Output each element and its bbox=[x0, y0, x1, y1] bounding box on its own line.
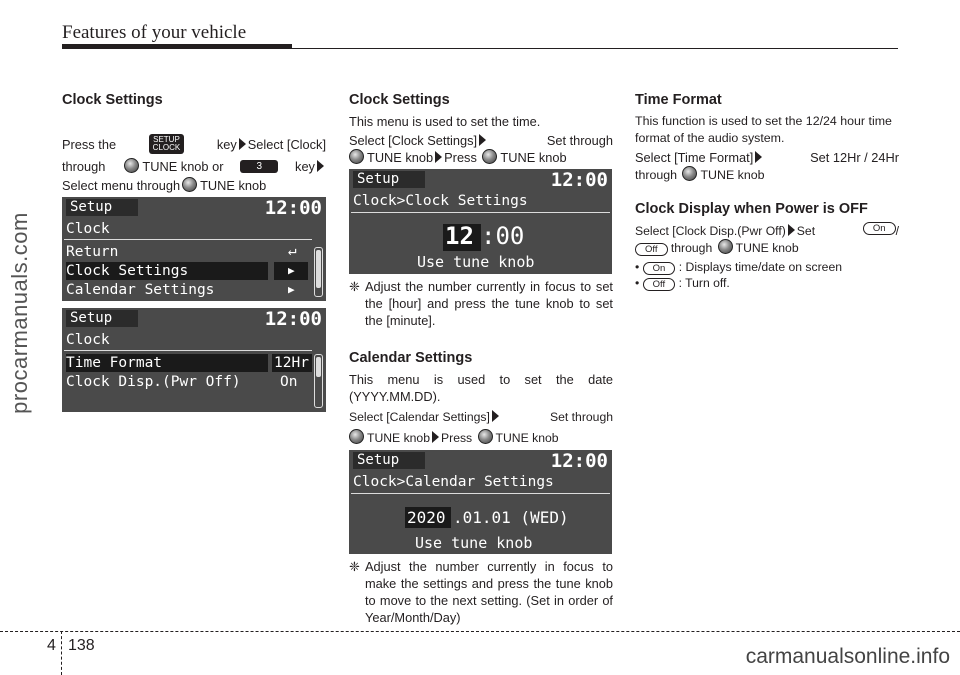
screen-time: 12:00 bbox=[264, 197, 322, 219]
select-text: Select [Clock Disp.(Pwr Off) bbox=[635, 223, 786, 238]
hour-value: 12 bbox=[445, 222, 474, 250]
footer-separator bbox=[61, 631, 62, 675]
screen-clock-settings bbox=[349, 169, 612, 274]
arrow-right-icon: ▶ bbox=[288, 283, 295, 296]
note-1-text: Adjust the number currently in focus to set the [hour] and press the tune knob to set the [minute]. bbox=[365, 279, 613, 328]
tune-or-text: TUNE knob or bbox=[142, 159, 224, 174]
press-text: Press bbox=[444, 150, 477, 165]
tune-knob-icon bbox=[182, 177, 197, 192]
note-icon: ❈ bbox=[349, 279, 360, 294]
calendar-desc: This menu is used to set the date (YYYY.MM.DD). bbox=[349, 372, 613, 404]
off-badge: Off bbox=[643, 278, 676, 291]
bullet: • bbox=[635, 260, 640, 274]
on-description: : Displays time/date on screen bbox=[678, 260, 843, 274]
screen-path: Clock>Clock Settings bbox=[353, 193, 528, 209]
select-text: Select [Time Format] bbox=[635, 150, 754, 165]
menu-row-calendar-settings: Calendar Settings bbox=[66, 282, 215, 298]
tune-knob-icon bbox=[482, 149, 497, 164]
menu-row-clock-settings: Clock Settings bbox=[66, 263, 189, 279]
col2-heading-clock: Clock Settings bbox=[349, 92, 450, 108]
calendar-instructions bbox=[349, 409, 613, 447]
screen-divider bbox=[64, 239, 312, 240]
through-text: through bbox=[635, 168, 678, 182]
screen-divider bbox=[351, 493, 610, 494]
scrollbar bbox=[314, 247, 323, 297]
col3-heading-time-format: Time Format bbox=[635, 92, 722, 108]
menu-row-return: Return bbox=[66, 244, 119, 260]
setup-clock-key-icon: SETUP CLOCK bbox=[149, 134, 185, 154]
arrow-right-icon bbox=[432, 431, 439, 443]
page-number: 138 bbox=[68, 637, 95, 654]
on-badge: On bbox=[863, 222, 896, 235]
side-watermark bbox=[0, 0, 40, 675]
date-value: .01.01 (WED) bbox=[453, 508, 569, 527]
screen-path: Clock>Calendar Settings bbox=[353, 474, 554, 490]
clock-disp-value: On bbox=[280, 374, 298, 390]
clock-display-instructions bbox=[635, 222, 899, 291]
return-icon: ↵ bbox=[288, 243, 297, 259]
col3-heading-clock-display: Clock Display when Power is OFF bbox=[635, 201, 868, 217]
screen-clock-options bbox=[62, 308, 326, 412]
arrow-right-icon bbox=[492, 410, 499, 422]
note-2 bbox=[349, 558, 613, 626]
on-badge: On bbox=[643, 262, 676, 275]
select-text: Select [Clock Settings] bbox=[349, 133, 478, 148]
hint-text: Use tune knob bbox=[417, 253, 535, 271]
key-end-text: key bbox=[295, 159, 315, 174]
menu-row-time-format: Time Format bbox=[66, 355, 163, 371]
select-clock-text: Select [Clock] bbox=[247, 136, 326, 152]
col1-heading: Clock Settings bbox=[62, 92, 163, 108]
col2-heading-calendar: Calendar Settings bbox=[349, 350, 473, 366]
tune-knob-icon bbox=[349, 149, 364, 164]
screen-time: 12:00 bbox=[550, 450, 608, 472]
note-1 bbox=[349, 278, 613, 329]
screen-time: 12:00 bbox=[264, 308, 322, 330]
screen-divider bbox=[64, 350, 312, 351]
menu-row-clock: Clock bbox=[66, 332, 110, 348]
time-format-value: 12Hr bbox=[274, 355, 309, 371]
arrow-right-icon: ▶ bbox=[288, 264, 295, 277]
minute-value: :00 bbox=[481, 222, 525, 250]
tune-knob-text: TUNE knob bbox=[700, 168, 765, 182]
tune-knob-icon bbox=[349, 429, 364, 444]
hint-text: Use tune knob bbox=[415, 534, 533, 552]
through-text: through bbox=[62, 159, 106, 174]
tune-knob-text: TUNE knob bbox=[495, 431, 559, 445]
arrow-right-icon bbox=[239, 138, 246, 150]
clock-settings-desc: This menu is used to set the time. bbox=[349, 114, 541, 129]
col2-intro bbox=[349, 113, 613, 166]
time-format-instructions bbox=[635, 149, 899, 184]
arrow-right-icon bbox=[479, 134, 486, 146]
bottom-watermark: carmanualsonline.info bbox=[745, 645, 950, 668]
section-title: Features of your vehicle bbox=[62, 22, 247, 43]
screen-divider bbox=[351, 212, 610, 213]
tune-knob-icon bbox=[478, 429, 493, 444]
screen-title: Setup bbox=[66, 310, 138, 327]
tune-knob-text: TUNE knob bbox=[735, 241, 799, 255]
note-2-text: Adjust the number currently in focus to make the settings and press the tune knob to move to the next setting. (Set in order of Year/Month/Day) bbox=[365, 559, 613, 625]
header-rule bbox=[62, 48, 898, 49]
scrollbar bbox=[314, 354, 323, 408]
bullet: • bbox=[635, 276, 640, 290]
screen-title: Setup bbox=[353, 171, 425, 188]
year-value: 2020 bbox=[407, 508, 446, 527]
select-menu-text: Select menu through bbox=[62, 178, 181, 193]
set-through-text: Set through bbox=[546, 133, 613, 148]
press-text: Press bbox=[441, 431, 473, 445]
tune-knob-text: TUNE knob bbox=[500, 150, 567, 165]
tune-knob-text: TUNE knob bbox=[367, 150, 434, 165]
side-watermark-text: procarmanuals.com bbox=[7, 212, 32, 414]
menu-row-clock: Clock bbox=[66, 221, 110, 237]
set-through-text: Set through bbox=[549, 410, 613, 424]
off-description: : Turn off. bbox=[678, 276, 730, 290]
screen-title: Setup bbox=[66, 199, 138, 216]
set-text: Set 12Hr / 24Hr bbox=[810, 150, 899, 165]
screen-title: Setup bbox=[353, 452, 425, 469]
tune-knob-icon bbox=[124, 158, 139, 173]
tune-knob-text: TUNE knob bbox=[200, 178, 267, 193]
tune-knob-text: TUNE knob bbox=[367, 431, 430, 445]
slash-text: / bbox=[895, 224, 899, 238]
note-icon: ❈ bbox=[349, 559, 360, 574]
tune-knob-icon bbox=[718, 239, 733, 254]
chapter-number: 4 bbox=[47, 637, 56, 654]
arrow-right-icon bbox=[788, 224, 795, 236]
menu-row-clock-disp: Clock Disp.(Pwr Off) bbox=[66, 374, 241, 390]
arrow-right-icon bbox=[317, 160, 324, 172]
footer-rule bbox=[0, 631, 960, 632]
select-text: Select [Calendar Settings] bbox=[349, 410, 490, 424]
screen-calendar-settings bbox=[349, 450, 612, 554]
off-badge: Off bbox=[635, 243, 668, 256]
tune-knob-icon bbox=[682, 166, 697, 181]
arrow-right-icon bbox=[755, 151, 762, 163]
arrow-right-icon bbox=[435, 151, 442, 163]
screen-time: 12:00 bbox=[550, 169, 608, 191]
time-format-desc: This function is used to set the 12/24 hour time format of the audio system. bbox=[635, 114, 892, 145]
key-3-icon: 3 bbox=[240, 160, 278, 173]
press-text: Press the bbox=[62, 136, 117, 152]
set-text: Set bbox=[796, 223, 816, 238]
screen-clock-menu bbox=[62, 197, 326, 301]
through-text: through bbox=[670, 241, 713, 255]
col1-instructions bbox=[62, 134, 326, 194]
key-text: key bbox=[216, 136, 237, 152]
